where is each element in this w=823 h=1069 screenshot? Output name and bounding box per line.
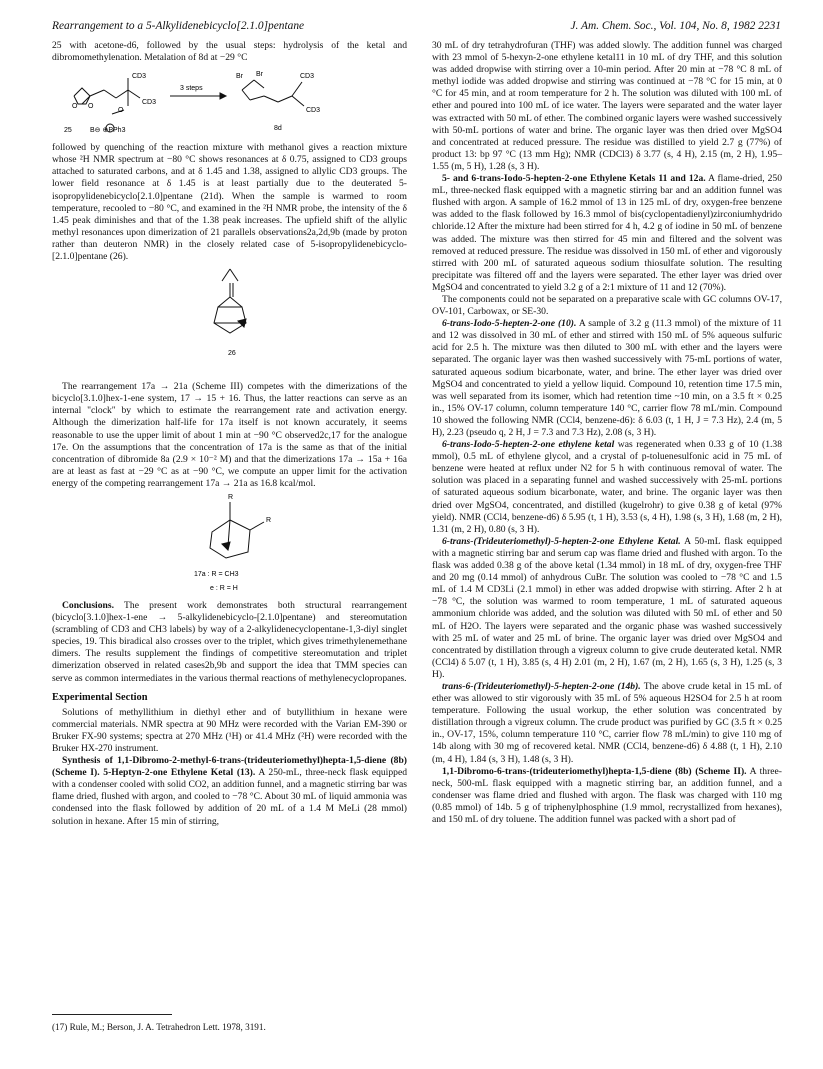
cd3-label: CD3	[300, 73, 315, 81]
chain-bond	[90, 90, 104, 96]
chain-bond	[292, 96, 304, 106]
compound-label-8d: 8d	[274, 125, 282, 133]
subsection-heading: 6-trans-(Trideuteriomethyl)-5-hepten-2-one Ethylene Ketal.	[442, 535, 681, 547]
paragraph: The present work demonstrates both structural rearrangement (bicyclo[3.1.0]hex-1-ene → 5-alkylidenebicyclo-[2.1.0]pentane) and stereomutation (scrambling of CD3 and CH3 labels) by way of a 2-alkylidenecyclopentane-1,3-diyl singlet species, 19. This biradical also crosses over to the triplet, which gives trimethylenemethane dimers. The results supplement the findings of competitive stereomutation and triplet dimerization observed in related cases2b,9b and support the idea that TMM species can serve as common intermediates in the various thermal reactions of methylenecyclopropanes.	[52, 599, 407, 684]
paragraph: A sample of 3.2 g (11.3 mmol) of the mixture of 11 and 12 was dissolved in 30 mL of ether and stirred with 150 mL of 5% aqueous sulfuric acid for 2.5 h. The mixture was then diluted to 300 mL with ether and the layers were separated. The organic layer was then washed successively with 75-mL portions of water, saturated aqueous sodium bicarbonate, water, and brine. The ether layer was dried over MgSO4 and concentrated to yield a yellow liquid. Compound 10, retention time 17.5 min, was well separated from its isomer, which had retention time ~10 min, on a 3.5 ft × 0.25 in., 15% OV-17 column, column temperature 140 °C, carrier flow 78 mL/min. Compound 10 showed the following NMR (CCl4, benzene-d6): δ 6.03 (t, 1 H, J = 7.3 Hz), 2.4 (m, 5 H), 2.23 (pseudo q, 2 H, J = 7.3 and 7.3 Hz), 2.08 (s, 3 H).	[432, 318, 782, 438]
cd3-label: CD3	[142, 99, 157, 107]
bridge-bond	[230, 297, 242, 307]
left-column	[52, 40, 407, 828]
wedge-bond	[222, 542, 230, 550]
structure-26-svg	[52, 263, 407, 381]
ketal-ring	[74, 88, 90, 104]
o-label: O	[88, 103, 94, 111]
header-title: Rearrangement to a 5-Alkylidenebicyclo[2.1.0]pentane	[52, 20, 305, 32]
chain-bond	[242, 80, 254, 90]
chain-bond	[104, 90, 116, 98]
bridge-bond	[218, 297, 230, 307]
cd3-label: CD3	[132, 73, 147, 81]
ylide-label: B⊖ ⊕PPh3	[90, 127, 126, 135]
methyl-bond	[222, 269, 230, 281]
reaction-scheme	[52, 66, 407, 138]
r-label: R	[266, 516, 272, 524]
compound-label-17a: 17a : R = CH3	[194, 570, 239, 578]
o-label: O	[72, 103, 78, 111]
footnote-rule	[52, 1014, 172, 1015]
subsection-heading: 5- and 6-trans-Iodo-5-hepten-2-one Ethylene Ketals 11 and 12a.	[442, 173, 706, 185]
methyl-bond	[230, 269, 238, 281]
paragraph: followed by quenching of the reaction mixture with methanol gives a reaction mixture whose ²H NMR spectrum at −80 °C shows resonances at δ 0.75, assigned to CD3 groups attached to saturated carbons, and at δ 1.45 and 1.38, assigned to allylic CD3 groups. The lower field resonance at δ 1.45 is at least partially due to the deuterated 5-isopropylidenebicyclo[2.1.0]pentane (21d). When the sample is warmed to room temperature, recooled to −80 °C, and examined in the ²H NMR probe, the intensity of the δ 1.45 peak diminishes and that of the 1.38 peak increases. The upfield shift of the allylic methyl resonances upon dimerization of 21 parallels observations2a,2d,9b (made by proton rather than deuteron NMR) in the closely related case of 5-isopropylidenebicyclo-[2.1.0]pentane (26).	[52, 142, 407, 263]
paragraph: A 250-mL, three-neck flask equipped with a condenser cooled with solid CO2, an addition funnel, and a magnetic stirring bar was flame dried, flushed with argon, and cooled to −78 °C. About 30 mL of liquid ammonia was condensed into the flask followed by addition of 20 mL of a 1.4 M MeLi (28 mmol) solution in hexane. After 15 min of stirring,	[52, 767, 408, 827]
running-header	[52, 20, 781, 36]
section-heading: Experimental Section	[52, 691, 148, 703]
subsection-heading: trans-6-(Trideuteriomethyl)-5-hepten-2-one (14b).	[442, 680, 641, 692]
paragraph: was regenerated when 0.33 g of 10 (1.38 mmol), 0.5 mL of ethylene glycol, and a crystal of p-toluenesulfonic acid in 75 mL of benzene were heated at reflux under N2 for 5 h with continuous removal of water. The solution was placed in a separating funnel and washed successively with 25-mL portions of saturated aqueous sodium bicarbonate, water, and brine. The organic layer was then dried over MgSO4, concentrated, and distilled (kugelrohr) to give 0.38 g of ketal (97% yield). NMR (CCl4, benzene-d6) δ 5.95 (t, 1 H), 3.53 (s, 4 H), 1.98 (s, 3 H), 1.68 (m, 2 H), 1.31 (m, 2 H), 0.80 (s, 3 H).	[432, 439, 782, 535]
paragraph: 25 with acetone-d6, followed by the usual steps: hydrolysis of the ketal and dibromomethylenation. Metalation of 8d at −29 °C	[52, 40, 407, 64]
structure-17-svg	[52, 490, 407, 600]
footnote: (17) Rule, M.; Berson, J. A. Tetrahedron Lett. 1978, 3191.	[52, 1022, 266, 1032]
subsection-heading: 6-trans-Iodo-5-hepten-2-one (10).	[442, 318, 577, 330]
paragraph: A flame-dried, 250 mL, three-necked flask equipped with a magnetic stirring bar and an addition funnel was flushed with argon. A sample of 16.2 mmol of 13 in 125 mL of dry, oxygen-free benzene was added to the flask followed by 16.3 mmol of bis(cyclopentadienyl)zirconiumhydrido chloride.12 After the mixture had been stirred for 4 h, 4.2 g of iodine in 50 mL of benzene was added. The mixture was then stirred for 45 min and filtered and the solvent was removed at reduced pressure. The residue was dissolved in 150 mL of ether and vigorously stirred with 200 mL of saturated aqueous sodium thiosulfate solution. The resulting precipitate was filtered off and the layers were separated. The ether layer was dried over MgSO4 and concentrated to yield 3.2 g of a 2:1 mixture of 11 and 12 (70%).	[432, 173, 783, 293]
subsection-heading: 6-trans-Iodo-5-hepten-2-one ethylene ketal	[442, 439, 615, 451]
paragraph: A 50-mL flask equipped with a magnetic stirring bar and serum cap was flame dried and flushed with argon. To the flask was added 0.38 g of the above ketal (1.34 mmol) in 18 mL of dry, oxygen-free THF and 20 mg (0.14 mmol) of anhydrous CuBr. The solution was cooled to −78 °C and 1.5 mL of 1.4 M CD3Li (2.1 mmol) in ether was added dropwise with stirring. After 2 h at −78 °C, the solution was warmed to room temperature, 1 mL of saturated aqueous ammonium chloride was added, and the solution was diluted with 50 mL of ether and 50 mL of H2O. The layers were separated and the organic phase was washed successively with 25 mL of water and 25 mL of brine. The organic layer was dried over MgSO4 and concentrated by distillation through a vigreux column to give crude deuterated ketal. NMR (CCl4) δ 5.07 (t, 1 H), 3.85 (s, 4 H) 2.01 (m, 2 H), 1.67 (m, 2 H), 1.65 (s, 3 H), 1.25 (s, 3 H).	[432, 535, 782, 680]
chain-bond	[254, 80, 264, 88]
br-label: Br	[236, 73, 243, 81]
o-label: O	[118, 107, 124, 115]
paragraph: The rearrangement 17a → 21a (Scheme III) competes with the dimerizations of the bicyclo[3.1.0]hex-1-ene system, 17 → 15 + 16. Thus, the latter reactions can serve as an internal "clock" by which to estimate the rearrangement rate and activation energy. Although the dimerization half-life for 17a itself is not known accurately, it seems reasonable to use the upper limit of about 1 min at −90 °C observed2c,17 for the analogue 17e. On the assumptions that the concentration of 17a is the same as that of the initial concentration of dibromide 8a (2.9 × 10⁻² M) and that the dimerizations 17a → 15a + 16a are at least as fast at −29 °C as at −90 °C, we compute an upper limit for the activation energy of the competing rearrangement 17a → 21a as 16.8 kcal/mol.	[52, 381, 407, 489]
r-bond	[250, 522, 264, 530]
arrow-label: 3 steps	[180, 85, 203, 93]
chain-bond	[116, 90, 128, 98]
paragraph: The above crude ketal in 15 mL of ether was allowed to stir vigorously with 35 mL of 5% aqueous H2SO4 for 2.5 h at room temperature. Following the usual workup, the ether solution was concentrated by distillation through a vigreux column. The crude product was purified by GC (3.5 ft × 0.25 in., OV-17, 15%, column temperature 110 °C, carrier flow 78 mL/min) to give 110 mg of 14b along with 30 mg of recovered ketal. NMR (CCl4, benzene-d6) δ 4.88 (t, 1 H), 2.10 (m, 4 H), 1.84 (s, 3 H), 1.48 (s, 3 H).	[432, 680, 782, 765]
compound-label-26: 26	[228, 350, 236, 358]
compound-label-25: 25	[64, 127, 72, 135]
structure-17	[52, 490, 407, 600]
chain-bond	[278, 96, 292, 102]
chain-bond	[128, 90, 140, 98]
arrowhead	[220, 93, 226, 99]
right-column	[432, 40, 782, 826]
subsection-heading: 1,1-Dibromo-6-trans-(trideuteriomethyl)hepta-1,5-diene (8b) (Scheme II).	[442, 765, 747, 777]
compound-label-17e: e : R = H	[210, 584, 238, 592]
r-label: R	[228, 493, 234, 501]
subsection-heading: Synthesis of 1,1-Dibromo-2-methyl-6-trans-(trideuteriomethyl)hepta-1,5-diene (8b) (Scheme I). 5-Heptyn-2-one Ethylene Ketal (13).	[52, 755, 407, 779]
paragraph: A three-neck, 500-mL flask equipped with a magnetic stirring bar, an addition funnel, and a condenser was flame dried and flushed with argon. The flask was charged with 110 mg (0.85 mmol) of 14b. 5 g of triphenylphosphine (1.9 mmol, recrystallized from hexanes), and 150 mL of dry toluene. The addition funnel was packed with a short pad of	[432, 765, 782, 825]
chain-bond	[242, 90, 250, 100]
paragraph: 30 mL of dry tetrahydrofuran (THF) was added slowly. The addition funnel was charged with 23 mmol of 5-hexyn-2-one ethylene ketal11 in 10 mL of dry THF, and this solution was added dropwise with stirring over a 10-min period. After 20 min at −78 °C 8 mL of methyl iodide was added dropwise and stirring was continued at −78 °C for 15 min, at 0 °C for 45 min, and at room temperature for 2 h. The solution was diluted with 100 mL of ether and poured into 100 mL of ice water. The layers were separated and the water layer was extracted with 50 mL of ether. The combined organic layers were washed successively with 50-mL portions of water and brine. The organic layer was then dried over MgSO4 and concentrated at reduced pressure. The residue was distilled to yield 2.7 g (77%) of product 13: bp 97 °C (13 mm Hg); NMR (CDCl3) δ 3.77 (s, 4 H), 2.15 (m, 2 H), 1.95–1.55 (m, 5 H), 1.28 (s, 3 H).	[432, 40, 782, 172]
paragraph: Solutions of methyllithium in diethyl ether and of butyllithium in hexane were commercial materials. NMR spectra at 90 MHz were recorded with the Varian EM-390 or Bruker FX-90 systems; spectra at 270 MHz (¹H) or 41.4 MHz (²H) were recorded with the Bruker HX-270 instrument.	[52, 706, 407, 754]
chain-bond	[292, 82, 302, 96]
br-label: Br	[256, 71, 263, 79]
structure-26	[52, 263, 407, 381]
scheme-svg	[52, 66, 407, 138]
cd3-label: CD3	[306, 107, 321, 115]
chain-bond	[250, 96, 264, 100]
chain-bond	[264, 96, 278, 102]
section-heading: Conclusions.	[62, 599, 114, 611]
paragraph: The components could not be separated on a preparative scale with GC columns OV-17, OV-101, Carbowax, or SE-30.	[432, 293, 782, 318]
header-journal: J. Am. Chem. Soc., Vol. 104, No. 8, 1982 2231	[570, 20, 781, 32]
